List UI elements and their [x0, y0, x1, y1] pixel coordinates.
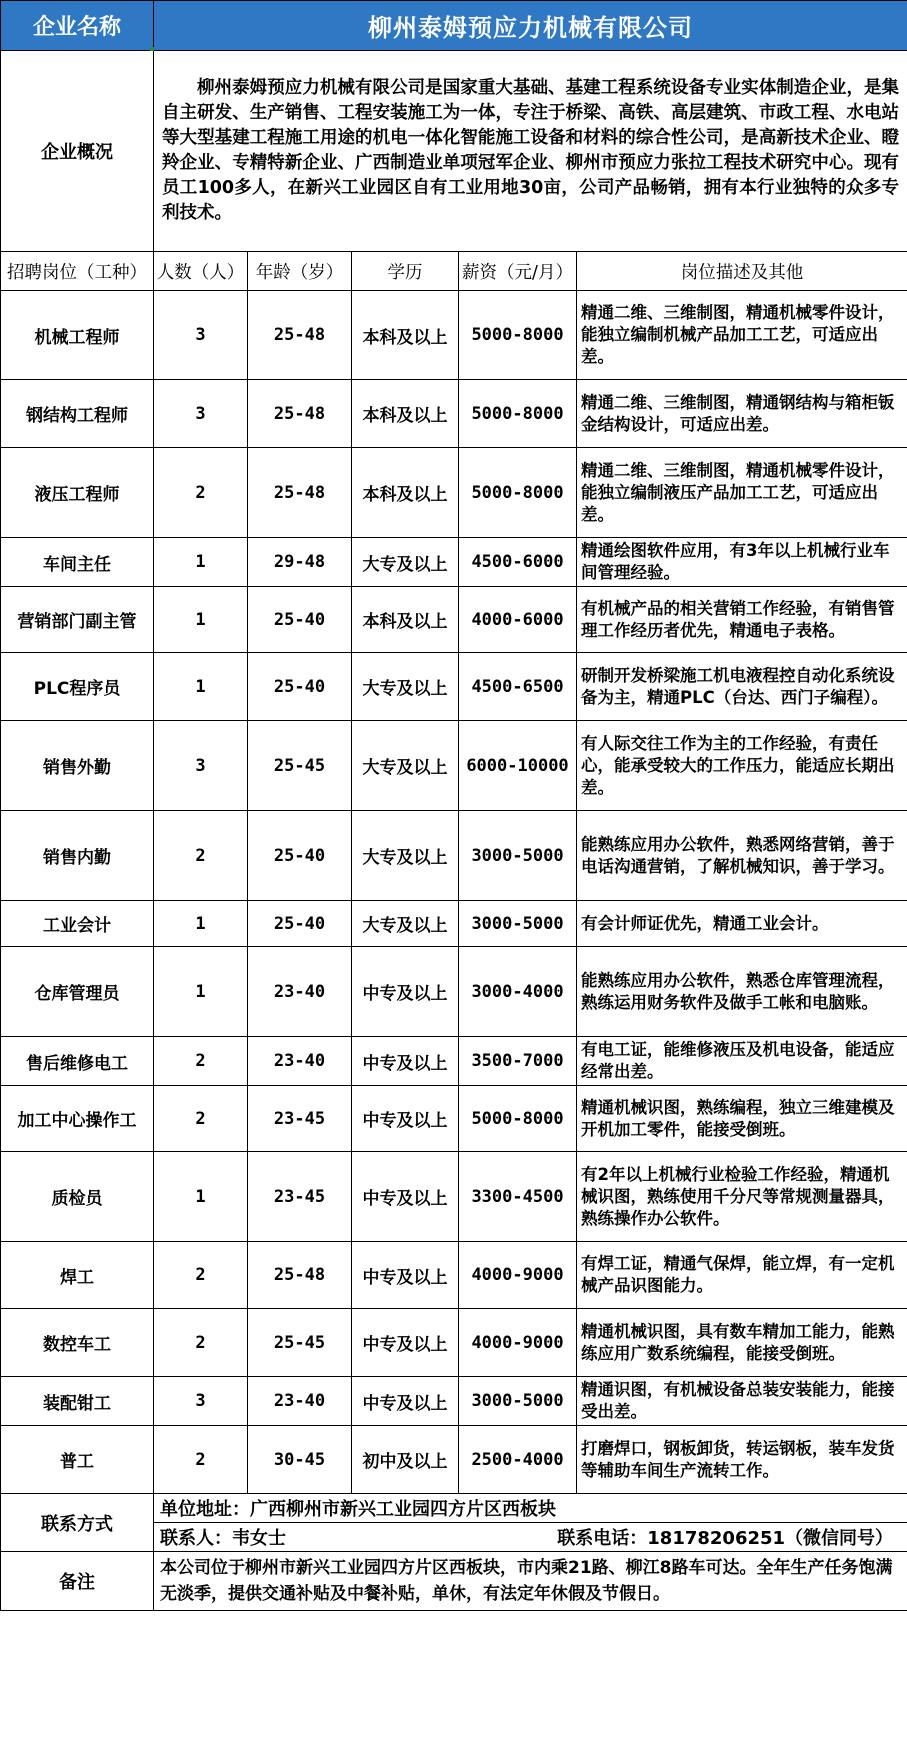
job-position: 质检员: [1, 1152, 154, 1242]
job-salary: 3000-5000: [459, 811, 577, 901]
job-row: [1, 1152, 907, 1242]
job-salary: 3000-4000: [459, 947, 577, 1037]
job-position: 销售内勤: [1, 811, 154, 901]
cell-marker: [150, 47, 154, 51]
job-position: 装配钳工: [1, 1377, 154, 1426]
job-age: 25-45: [248, 721, 352, 811]
job-age: 23-40: [248, 947, 352, 1037]
header-row: [1, 1, 907, 51]
job-position: 车间主任: [1, 538, 154, 587]
column-header-row: [1, 252, 907, 291]
job-count: 3: [154, 1377, 248, 1426]
job-age: 23-40: [248, 1377, 352, 1426]
job-education: 本科及以上: [352, 448, 459, 538]
job-salary: 5000-8000: [459, 1086, 577, 1152]
job-position: 销售外勤: [1, 721, 154, 811]
job-position: 钢结构工程师: [1, 380, 154, 448]
job-row: [1, 587, 907, 653]
job-age: 25-40: [248, 653, 352, 721]
overview-label: 企业概况: [1, 51, 154, 252]
job-age: 23-45: [248, 1152, 352, 1242]
job-row: [1, 380, 907, 448]
job-position: 普工: [1, 1426, 154, 1494]
job-description: 有焊工证，精通气保焊，能立焊，有一定机械产品识图能力。: [577, 1242, 907, 1309]
job-education: 中专及以上: [352, 1242, 459, 1309]
job-position: 营销部门副主管: [1, 587, 154, 653]
job-salary: 5000-8000: [459, 448, 577, 538]
job-position: 数控车工: [1, 1309, 154, 1377]
contact-row: [1, 1494, 907, 1523]
job-age: 23-40: [248, 1037, 352, 1086]
job-position: 售后维修电工: [1, 1037, 154, 1086]
job-education: 初中及以上: [352, 1426, 459, 1494]
job-row: [1, 811, 907, 901]
job-row: [1, 1309, 907, 1377]
job-count: 1: [154, 538, 248, 587]
job-description: 研制开发桥梁施工机电液程控自动化系统设备为主，精通PLC（台达、西门子编程）。: [577, 653, 907, 721]
job-count: 2: [154, 811, 248, 901]
job-salary: 6000-10000: [459, 721, 577, 811]
job-description: 有2年以上机械行业检验工作经验，精通机械识图，熟练使用千分尺等常规测量器具，熟练操作办公软件。: [577, 1152, 907, 1242]
contact-person: 联系人：韦女士: [160, 1528, 286, 1549]
job-count: 3: [154, 291, 248, 380]
overview-text: 柳州泰姆预应力机械有限公司是国家重大基础、基建工程系统设备专业实体制造企业，是集自主研发、生产销售、工程安装施工为一体，专注于桥梁、高铁、高层建筑、市政工程、水电站等大型基建工程施工用途的机电一体化智能施工设备和材料的综合性公司，是高新技术企业、瞪羚企业、专精特新企业、广西制造业单项冠军企业、柳州市预应力张拉工程技术研究中心。现有员工100多人，在新兴工业园区自有工业用地30亩，公司产品畅销，拥有本行业独特的众多专利技术。: [162, 78, 900, 223]
job-education: 本科及以上: [352, 291, 459, 380]
job-salary: 4000-6000: [459, 587, 577, 653]
job-salary: 3000-5000: [459, 1377, 577, 1426]
col-header-description: 岗位描述及其他: [577, 252, 907, 291]
job-row: [1, 1242, 907, 1309]
remarks-label: 备注: [1, 1552, 154, 1611]
job-description: 有会计师证优先，精通工业会计。: [577, 901, 907, 947]
job-description: 精通机械识图，熟练编程，独立三维建模及开机加工零件，能接受倒班。: [577, 1086, 907, 1152]
overview-row: [1, 51, 907, 252]
job-salary: 4000-9000: [459, 1242, 577, 1309]
job-position: PLC程序员: [1, 653, 154, 721]
job-position: 液压工程师: [1, 448, 154, 538]
col-header-salary: 薪资（元/月）: [459, 252, 577, 291]
job-education: 本科及以上: [352, 380, 459, 448]
job-row: [1, 1377, 907, 1426]
job-education: 大专及以上: [352, 653, 459, 721]
job-education: 大专及以上: [352, 538, 459, 587]
remarks-text: 本公司位于柳州市新兴工业园四方片区西板块，市内乘21路、柳江8路车可达。全年生产任务饱满无淡季，提供交通补贴及中餐补贴，单休，有法定年休假及节假日。: [154, 1552, 907, 1611]
job-description: 精通二维、三维制图，精通钢结构与箱柜钣金结构设计，可适应出差。: [577, 380, 907, 448]
job-age: 29-48: [248, 538, 352, 587]
job-count: 2: [154, 1426, 248, 1494]
job-age: 25-48: [248, 380, 352, 448]
job-count: 1: [154, 653, 248, 721]
job-row: [1, 291, 907, 380]
job-row: [1, 448, 907, 538]
job-salary: 4500-6500: [459, 653, 577, 721]
job-education: 中专及以上: [352, 1086, 459, 1152]
job-salary: 5000-8000: [459, 291, 577, 380]
job-education: 中专及以上: [352, 1377, 459, 1426]
company-name-label: 企业名称: [1, 1, 154, 51]
job-row: [1, 721, 907, 811]
job-education: 本科及以上: [352, 587, 459, 653]
job-age: 23-45: [248, 1086, 352, 1152]
job-description: 打磨焊口，钢板卸货，转运钢板，装车发货等辅助车间生产流转工作。: [577, 1426, 907, 1494]
job-description: 有机械产品的相关营销工作经验，有销售管理工作经历者优先，精通电子表格。: [577, 587, 907, 653]
job-description: 能熟练应用办公软件，熟悉仓库管理流程，熟练运用财务软件及做手工帐和电脑账。: [577, 947, 907, 1037]
col-header-age: 年龄（岁）: [248, 252, 352, 291]
job-description: 有人际交往工作为主的工作经验，有责任心，能承受较大的工作压力，能适应长期出差。: [577, 721, 907, 811]
job-count: 1: [154, 901, 248, 947]
job-education: 大专及以上: [352, 721, 459, 811]
job-salary: 5000-8000: [459, 380, 577, 448]
job-salary: 3500-7000: [459, 1037, 577, 1086]
job-position: 仓库管理员: [1, 947, 154, 1037]
job-salary: 2500-4000: [459, 1426, 577, 1494]
job-row: [1, 1037, 907, 1086]
job-count: 2: [154, 448, 248, 538]
job-age: 30-45: [248, 1426, 352, 1494]
col-header-position: 招聘岗位（工种）: [1, 252, 154, 291]
job-count: 1: [154, 1152, 248, 1242]
job-position: 加工中心操作工: [1, 1086, 154, 1152]
job-row: [1, 538, 907, 587]
contact-address: 单位地址：广西柳州市新兴工业园四方片区西板块: [154, 1494, 907, 1523]
company-name: 柳州泰姆预应力机械有限公司: [154, 1, 907, 51]
job-description: 精通机械识图，具有数车精加工能力，能熟练应用广数系统编程，能接受倒班。: [577, 1309, 907, 1377]
job-position: 机械工程师: [1, 291, 154, 380]
remarks-row: [1, 1552, 907, 1611]
job-age: 25-48: [248, 291, 352, 380]
job-description: 精通二维、三维制图，精通机械零件设计，能独立编制机械产品加工工艺，可适应出差。: [577, 291, 907, 380]
job-salary: 3300-4500: [459, 1152, 577, 1242]
job-age: 25-48: [248, 1242, 352, 1309]
job-description: 精通绘图软件应用，有3年以上机械行业车间管理经验。: [577, 538, 907, 587]
contact-phone: 联系电话：18178206251（微信同号）: [557, 1528, 894, 1549]
job-salary: 3000-5000: [459, 901, 577, 947]
col-header-education: 学历: [352, 252, 459, 291]
overview-cell: [154, 51, 907, 252]
job-description: 精通识图，有机械设备总装安装能力，能接受出差。: [577, 1377, 907, 1426]
job-education: 中专及以上: [352, 947, 459, 1037]
job-education: 中专及以上: [352, 1152, 459, 1242]
job-count: 3: [154, 380, 248, 448]
job-education: 中专及以上: [352, 1037, 459, 1086]
job-count: 2: [154, 1242, 248, 1309]
job-row: [1, 1086, 907, 1152]
job-count: 2: [154, 1037, 248, 1086]
col-header-count: 人数（人）: [154, 252, 248, 291]
job-age: 25-40: [248, 811, 352, 901]
job-count: 1: [154, 587, 248, 653]
job-education: 大专及以上: [352, 811, 459, 901]
job-description: 能熟练应用办公软件，熟悉网络营销，善于电话沟通营销，了解机械知识，善于学习。: [577, 811, 907, 901]
job-position: 焊工: [1, 1242, 154, 1309]
job-row: [1, 1426, 907, 1494]
job-education: 中专及以上: [352, 1309, 459, 1377]
job-salary: 4500-6000: [459, 538, 577, 587]
job-row: [1, 947, 907, 1037]
contact-label: 联系方式: [1, 1494, 154, 1552]
job-position: 工业会计: [1, 901, 154, 947]
contact-person-phone: [154, 1523, 907, 1552]
job-count: 1: [154, 947, 248, 1037]
job-description: 有电工证，能维修液压及机电设备，能适应经常出差。: [577, 1037, 907, 1086]
job-education: 大专及以上: [352, 901, 459, 947]
job-salary: 4000-9000: [459, 1309, 577, 1377]
job-age: 25-40: [248, 901, 352, 947]
job-count: 3: [154, 721, 248, 811]
job-row: [1, 901, 907, 947]
job-age: 25-48: [248, 448, 352, 538]
job-age: 25-45: [248, 1309, 352, 1377]
job-count: 2: [154, 1309, 248, 1377]
job-count: 2: [154, 1086, 248, 1152]
job-row: [1, 653, 907, 721]
job-description: 精通二维、三维制图，精通机械零件设计，能独立编制液压产品加工工艺，可适应出差。: [577, 448, 907, 538]
job-age: 25-40: [248, 587, 352, 653]
